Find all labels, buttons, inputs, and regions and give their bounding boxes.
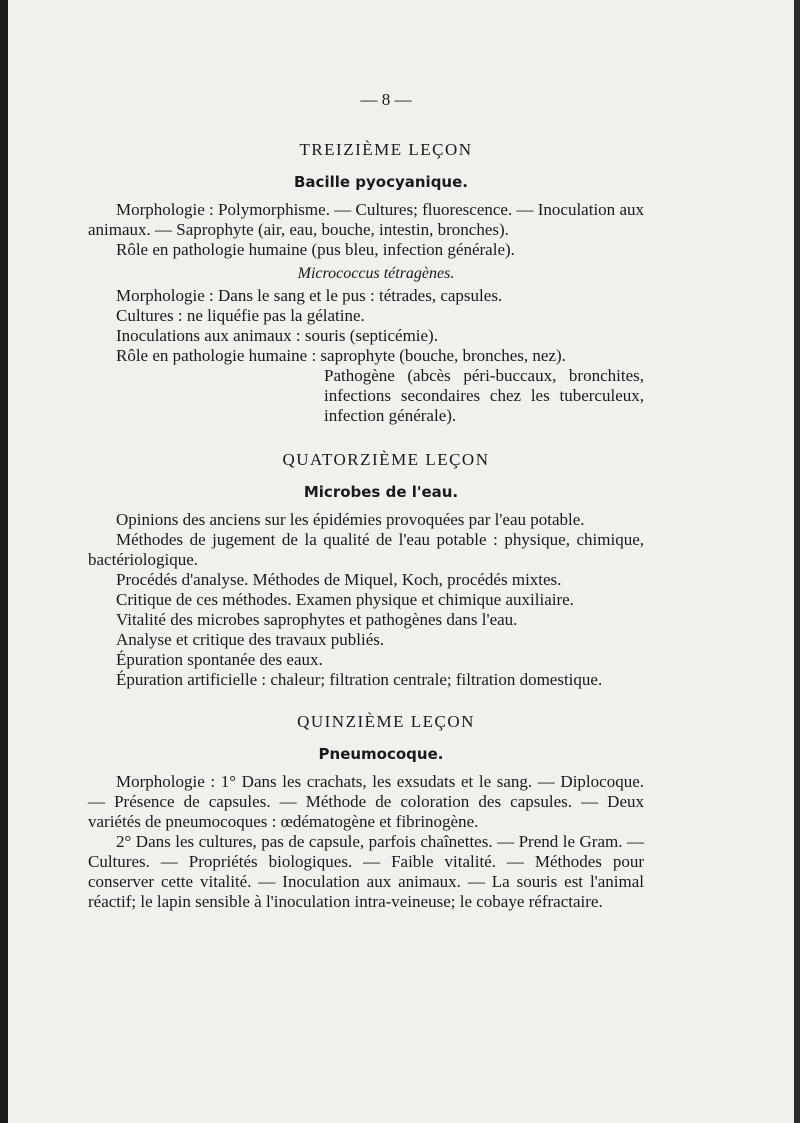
paragraph: Rôle en pathologie humaine : saprophyte (bouche, bronches, nez). bbox=[116, 346, 566, 365]
paragraph: Analyse et critique des travaux publiés. bbox=[116, 630, 385, 649]
paragraph: Procédés d'analyse. Méthodes de Miquel, Koch, procédés mixtes. bbox=[116, 570, 562, 589]
lecon-heading-15: QUINZIÈME LEÇON bbox=[297, 712, 475, 731]
lecon-heading-13: TREIZIÈME LEÇON bbox=[299, 140, 473, 159]
page-edge-shadow bbox=[794, 0, 800, 1123]
paragraph: Rôle en pathologie humaine (pus bleu, infection générale). bbox=[116, 240, 515, 259]
paragraph: Critique de ces méthodes. Examen physique et chimique auxiliaire. bbox=[116, 590, 574, 609]
paragraph: Inoculations aux animaux : souris (septicémie). bbox=[116, 326, 438, 345]
paragraph: Vitalité des microbes saprophytes et pathogènes dans l'eau. bbox=[116, 610, 518, 629]
paragraph: Épuration artificielle : chaleur; filtration centrale; filtration domestique. bbox=[116, 670, 603, 689]
lecon-heading-14: QUATORZIÈME LEÇON bbox=[282, 450, 490, 469]
topic-title-pneumocoque: Pneumocoque. bbox=[318, 745, 444, 763]
paragraph: 2° Dans les cultures, pas de capsule, parfois chaînettes. — Prend le Gram. — Cultures. — Propriétés biologiques. — Faible vitalité. — Méthodes pour conserver cette vitalité. — Inoculation aux animaux. — La souris est l'animal réactif; le lapin sensible à l'inoculation intra-veineuse; le cobaye réfractaire. bbox=[88, 832, 644, 911]
paragraph: Cultures : ne liquéfie pas la gélatine. bbox=[116, 306, 365, 325]
page-number: — 8 — bbox=[360, 90, 412, 109]
paragraph: Opinions des anciens sur les épidémies provoquées par l'eau potable. bbox=[116, 510, 585, 529]
subheading-micrococcus: Micrococcus tétragènes. bbox=[297, 265, 455, 282]
paragraph: Morphologie : Dans le sang et le pus : tétrades, capsules. bbox=[116, 286, 503, 305]
topic-title-eau: Microbes de l'eau. bbox=[303, 483, 459, 501]
page-content bbox=[88, 90, 644, 912]
paragraph: Morphologie : Polymorphisme. — Cultures; fluorescence. — Inoculation aux animaux. — Saprophyte (air, eau, bouche, intestin, bronches). bbox=[88, 200, 644, 239]
indented-paragraph: Pathogène (abcès péri-buccaux, bronchites, infections secondaires chez les tuberculeux, infection générale). bbox=[324, 366, 644, 425]
topic-title-pyocyanique: Bacille pyocyanique. bbox=[294, 173, 468, 191]
paragraph: Morphologie : 1° Dans les crachats, les exsudats et le sang. — Diplocoque. — Présence de capsules. — Méthode de coloration des capsules. — Deux variétés de pneumocoques : œdématogène et fibrinogène. bbox=[88, 772, 644, 831]
paragraph: Épuration spontanée des eaux. bbox=[116, 650, 323, 669]
paragraph: Méthodes de jugement de la qualité de l'eau potable : physique, chimique, bactériologique. bbox=[88, 530, 644, 569]
document-page bbox=[8, 0, 800, 1123]
